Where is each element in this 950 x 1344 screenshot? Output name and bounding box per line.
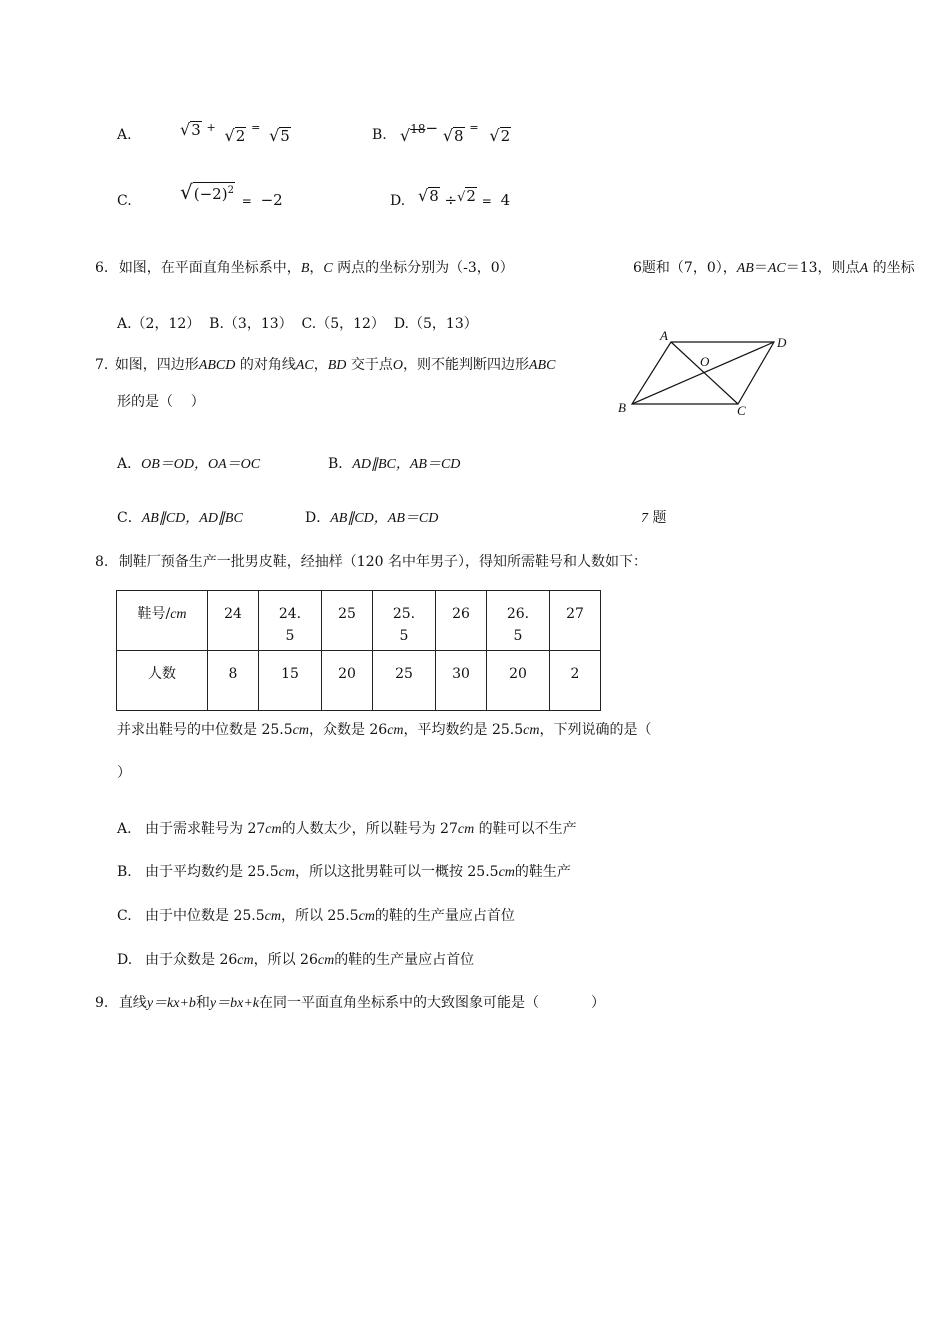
table-cell: 8	[208, 651, 259, 711]
q5-option-b-expression: √18− √8 = √2	[400, 119, 511, 145]
q7-option-d: D．AB∥CD，AB＝CD	[305, 510, 439, 526]
vertex-c-label: C	[737, 403, 746, 418]
sqrt-icon: √	[180, 120, 191, 139]
sqrt-icon: √	[400, 126, 411, 145]
sqrt-icon: √	[180, 180, 193, 204]
table-cell: 24. 5	[259, 591, 322, 651]
q5-option-a-expression: √3 + √2 = √5	[180, 120, 290, 145]
q8-summary: 并求出鞋号的中位数是 25.5cm，众数是 26cm，平均数约是 25.5cm，下列说确的是（	[117, 722, 652, 738]
table-cell: 27	[550, 591, 601, 651]
diagonal-bd	[632, 342, 774, 404]
table-cell: 25	[373, 651, 436, 711]
q8-option-c: C. 由于中位数是 25.5cm，所以 25.5cm的鞋的生产量应占首位	[117, 908, 515, 924]
center-o-label: O	[700, 354, 710, 369]
q5-option-c-expression: $√(-2)^2$ $_=$ −2	[180, 180, 283, 209]
table-header-size: 鞋号/cm	[117, 591, 208, 651]
sqrt-icon: √	[489, 126, 500, 145]
q8-option-d: D. 由于众数是 26cm，所以 26cm的鞋的生产量应占首位	[117, 952, 475, 968]
sqrt-icon: √	[269, 126, 280, 145]
table-cell: 20	[487, 651, 550, 711]
q8-summary-close: ）	[117, 765, 131, 781]
vertex-a-label: A	[660, 328, 668, 343]
table-cell: 26	[436, 591, 487, 651]
q8-option-b: B. 由于平均数约是 25.5cm，所以这批男鞋可以一概按 25.5cm的鞋生产	[117, 864, 571, 880]
q7-figure-caption: 7 题	[641, 510, 667, 526]
sqrt-icon: √	[457, 190, 466, 205]
table-cell: 20	[322, 651, 373, 711]
table-cell: 30	[436, 651, 487, 711]
q6-stem-continued: 6题和（7，0），AB＝AC＝13，则点A 的坐标	[633, 260, 915, 276]
q7-number: 7.	[95, 357, 109, 373]
shoe-size-table	[116, 590, 601, 711]
table-cell: 25	[322, 591, 373, 651]
q8-option-a: A. 由于需求鞋号为 27cm的人数太少，所以鞋号为 27cm 的鞋可以不生产	[117, 821, 577, 837]
q7-option-b: B．AD∥BC，AB＝CD	[328, 456, 461, 472]
q8-number: 8.	[95, 554, 109, 570]
q7-stem: 7. 如图，四边形ABCD 的对角线AC，BD 交于点O，则不能判断四边形ABC	[95, 357, 556, 373]
q7-option-a: A．OB＝OD，OA＝OC	[117, 456, 261, 472]
table-row	[117, 651, 601, 711]
q9-number: 9.	[95, 995, 109, 1011]
q7-parallelogram-figure	[612, 326, 797, 421]
diagonal-ac	[671, 342, 738, 404]
q6-number: 6.	[95, 260, 109, 276]
q6-stem: 6. 如图，在平面直角坐标系中，B，C 两点的坐标分别为（-3，0）	[95, 260, 514, 276]
table-cell: 2	[550, 651, 601, 711]
vertex-b-label: B	[618, 400, 626, 415]
vertex-d-label: D	[777, 335, 787, 350]
table-cell: 15	[259, 651, 322, 711]
q8-stem: 8. 制鞋厂预备生产一批男皮鞋，经抽样（120 名中年男子），得知所需鞋号和人数如下：	[95, 554, 647, 570]
sqrt-icon: √	[442, 126, 454, 145]
q7-option-c: C．AB∥CD，AD∥BC	[117, 510, 243, 526]
table-cell: 26. 5	[487, 591, 550, 651]
sqrt-icon: √	[224, 126, 235, 145]
sqrt-icon: √	[418, 186, 429, 205]
q5-option-d-label: D.	[390, 193, 406, 209]
q5-option-b-label: B.	[372, 127, 387, 143]
table-cell: 24	[208, 591, 259, 651]
q9-stem: 9. 直线y＝kx+b和y＝bx+k在同一平面直角坐标系中的大致图象可能是（ ）	[95, 995, 605, 1011]
table-header-count: 人数	[117, 651, 208, 711]
q5-option-d-expression: √8 ÷√2 $_=$ 4	[418, 186, 511, 209]
q7-stem-line2: 形的是（ ）	[117, 394, 205, 410]
table-cell: 25. 5	[373, 591, 436, 651]
table-row	[117, 591, 601, 651]
q5-option-a-label: A.	[117, 127, 132, 143]
q5-option-c-label: C.	[117, 193, 132, 209]
q6-options: A.（2，12） B.（3，13） C.（5，12） D.（5，13）	[117, 316, 478, 332]
